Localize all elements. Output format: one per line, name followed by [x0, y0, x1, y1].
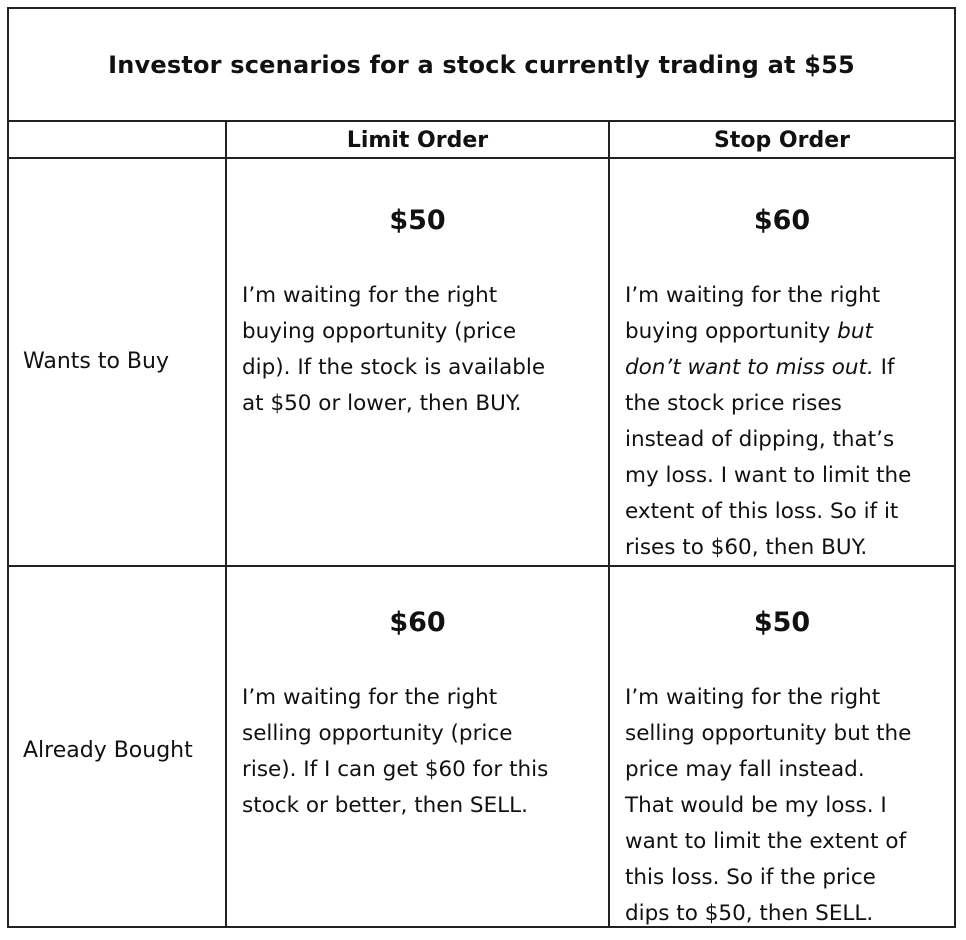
column-header-stop-order: Stop Order — [714, 127, 850, 153]
description-line: the stock price rises — [625, 391, 842, 416]
row-header-already-bought: Already Bought — [23, 738, 193, 763]
column-header-limit-order: Limit Order — [346, 127, 489, 153]
description-line: dip). If the stock is available — [242, 355, 546, 380]
description-line: selling opportunity (price — [242, 721, 513, 746]
italic-fragment: don’t want to miss out. — [625, 355, 874, 380]
description-line: my loss. I want to limit the — [625, 463, 912, 488]
cell-buy-stop — [610, 159, 954, 565]
description-line: rises to $60, then BUY. — [625, 535, 868, 560]
table-title: Investor scenarios for a stock currently trading at $55 — [108, 51, 855, 79]
description-line: extent of this loss. So if it — [625, 499, 899, 524]
description-line: dips to $50, then SELL. — [625, 901, 874, 926]
description-line: buying opportunity but — [625, 319, 873, 344]
cell-bought-stop — [610, 567, 954, 926]
description-line: this loss. So if the price — [625, 865, 876, 890]
cell-description — [242, 680, 602, 824]
description-line: at $50 or lower, then BUY. — [242, 391, 522, 416]
description-line: don’t want to miss out. If — [625, 355, 895, 380]
description-line: I’m waiting for the right — [625, 685, 881, 710]
description-line: buying opportunity (price — [242, 319, 517, 344]
description-line: price may fall instead. — [625, 757, 865, 782]
description-line: That would be my loss. I — [625, 793, 887, 818]
italic-fragment: but — [837, 319, 873, 344]
description-line: stock or better, then SELL. — [242, 793, 528, 818]
cell-description — [242, 278, 602, 422]
cell-buy-limit — [227, 159, 608, 565]
cell-description — [625, 680, 948, 932]
description-line: instead of dipping, that’s — [625, 427, 895, 452]
description-line: I’m waiting for the right — [242, 685, 498, 710]
description-line: want to limit the extent of — [625, 829, 907, 854]
description-line: I’m waiting for the right — [625, 283, 881, 308]
price-label: $50 — [753, 607, 811, 638]
price-label: $60 — [753, 205, 811, 236]
row-header-wants-to-buy: Wants to Buy — [23, 349, 169, 374]
price-label: $50 — [389, 205, 446, 236]
scenario-table — [7, 7, 956, 928]
price-label: $60 — [389, 607, 446, 638]
description-line: rise). If I can get $60 for this — [242, 757, 549, 782]
description-line: selling opportunity but the — [625, 721, 912, 746]
description-line: I’m waiting for the right — [242, 283, 498, 308]
cell-bought-limit — [227, 567, 608, 926]
cell-description — [625, 278, 948, 566]
